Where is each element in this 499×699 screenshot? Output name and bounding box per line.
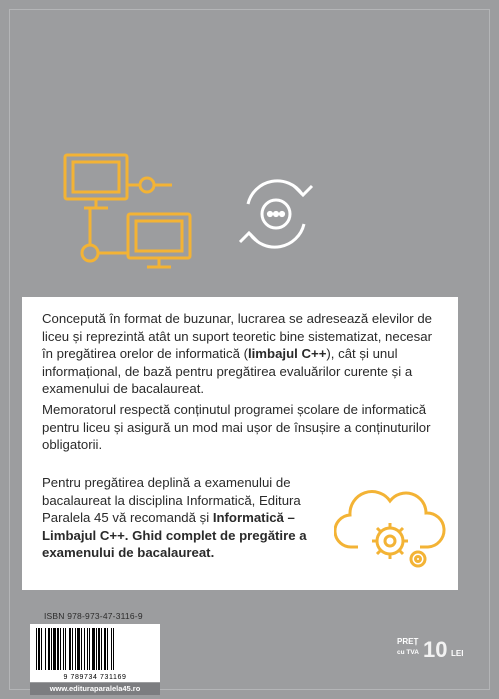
price-value: 10 [423, 637, 448, 662]
barcode [30, 624, 160, 682]
computer-network-icon [62, 152, 212, 284]
description-paragraph-2: Memoratorul respectă conținutul programei școlare de informatică pentru liceu și asigură un mod mai ușor de însușire a conținuturilor obligatorii. [42, 402, 431, 453]
sync-arrows-icon [226, 164, 326, 264]
barcode-digits: 9 789734 731169 [63, 674, 127, 681]
description-paragraph-1: Concepută în format de buzunar, lucrarea se adresează elevilor de liceu și reprezintă atât un suport teoretic bine sistematizat, necesar în pregătirea orelor de informatică (limbajul C++), cât și unul informațional, de bază pentru pregătirea evaluărilor curente și a examenului de bacalaureat. [42, 311, 432, 397]
price-label: PREȚ [397, 637, 419, 646]
isbn-text: ISBN 978-973-47-3116-9 [44, 611, 143, 621]
cloud-settings-icon [334, 477, 446, 577]
description-panel [22, 297, 458, 590]
price-vat: cu TVA [397, 649, 419, 656]
description-paragraph-3: Pentru pregătirea deplină a examenului de bacalaureat la disciplina Informatică, Editura Paralela 45 vă recomandă și Informatică – Limbajul C++. Ghid complet de pregătire a examenului de bacalaureat. [42, 475, 307, 561]
website-url: www.edituraparalela45.ro [30, 683, 160, 695]
barcode-block [30, 611, 160, 682]
price-currency: LEI [451, 649, 464, 658]
barcode-bars [30, 626, 160, 674]
